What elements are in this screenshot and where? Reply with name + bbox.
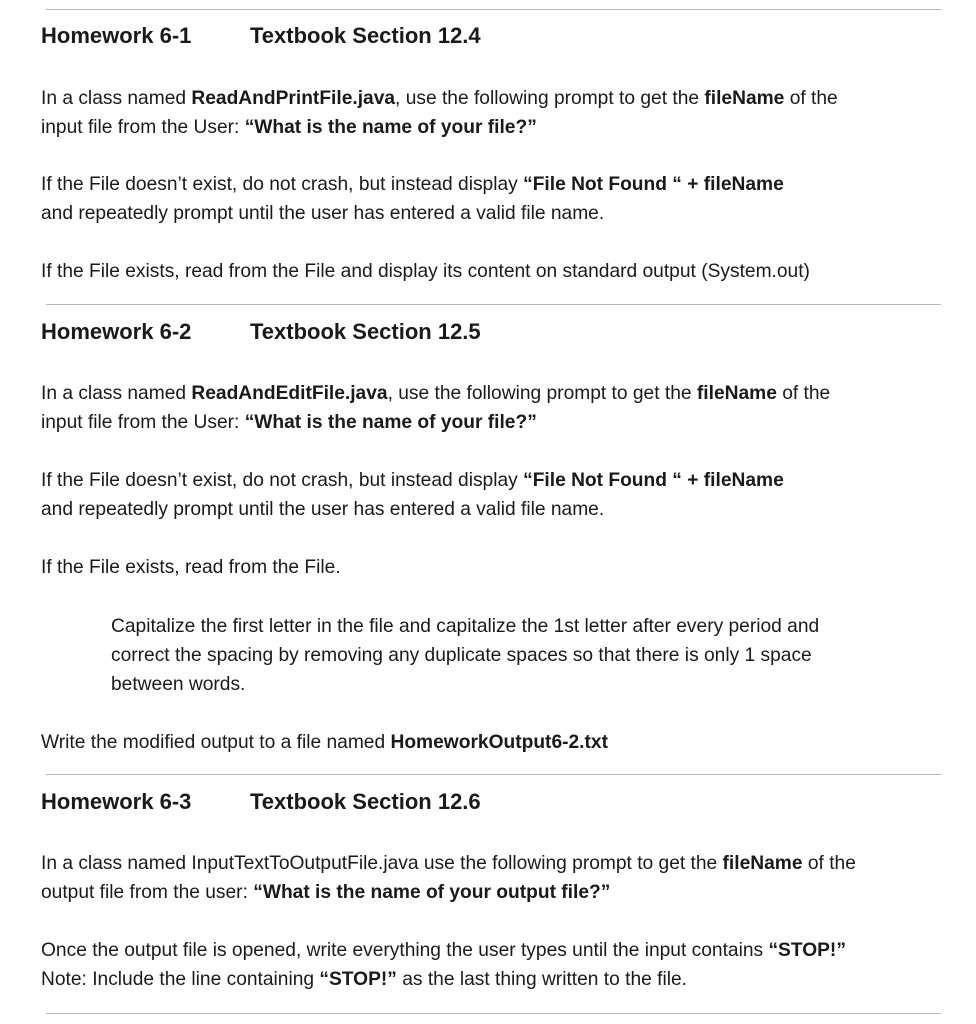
paragraph-line bbox=[41, 466, 784, 495]
homework-number: Homework 6-1 bbox=[41, 23, 192, 48]
text: Once the output file is opened, write everything the user types until the input contains bbox=[41, 940, 769, 961]
text: Write the modified output to a file named bbox=[41, 732, 391, 753]
paragraph-line bbox=[41, 113, 537, 142]
indented-line bbox=[111, 670, 245, 699]
divider bbox=[46, 9, 941, 10]
text: In a class named bbox=[41, 88, 192, 109]
divider bbox=[46, 774, 941, 775]
prompt-text: “What is the name of your output file?” bbox=[253, 882, 611, 903]
paragraph-line bbox=[41, 257, 810, 286]
filename-term: fileName bbox=[696, 383, 777, 404]
paragraph-line bbox=[41, 553, 341, 582]
textbook-section: Textbook Section 12.5 bbox=[250, 319, 481, 344]
stop-keyword: “STOP!” bbox=[768, 940, 846, 961]
text: and repeatedly prompt until the user has entered a valid file name. bbox=[41, 203, 605, 224]
class-name: ReadAndPrintFile.java bbox=[191, 88, 396, 109]
indented-line bbox=[111, 641, 812, 670]
paragraph-line bbox=[41, 379, 830, 408]
text: If the File doesn’t exist, do not crash, but instead display bbox=[41, 470, 524, 491]
text: correct the spacing by removing any duplicate spaces so that there is only 1 space bbox=[111, 645, 812, 666]
text: as the last thing written to the file. bbox=[396, 969, 687, 990]
textbook-section: Textbook Section 12.6 bbox=[250, 789, 481, 814]
text: In a class named InputTextToOutputFile.java use the following prompt to get the bbox=[41, 853, 723, 874]
text: If the File exists, read from the File. bbox=[41, 557, 341, 578]
text: output file from the user: bbox=[41, 882, 254, 903]
text: input file from the User: bbox=[41, 412, 245, 433]
indented-line bbox=[111, 612, 819, 641]
text: Capitalize the first letter in the file and capitalize the 1st letter after every period and bbox=[111, 616, 820, 637]
divider bbox=[46, 1013, 941, 1014]
section-heading-hw6-2 bbox=[41, 318, 481, 346]
prompt-text: “What is the name of your file?” bbox=[244, 412, 537, 433]
stop-keyword: “STOP!” bbox=[319, 969, 397, 990]
text: Note: Include the line containing bbox=[41, 969, 320, 990]
paragraph-line bbox=[41, 84, 838, 113]
paragraph-line bbox=[41, 849, 856, 878]
paragraph-line bbox=[41, 965, 687, 994]
paragraph-line bbox=[41, 878, 610, 907]
paragraph-line bbox=[41, 728, 608, 757]
error-message: “File Not Found “ + fileName bbox=[523, 174, 784, 195]
paragraph-line bbox=[41, 495, 604, 524]
textbook-section: Textbook Section 12.4 bbox=[250, 23, 481, 48]
class-name: ReadAndEditFile.java bbox=[191, 383, 388, 404]
text: of the bbox=[802, 853, 856, 874]
text: , use the following prompt to get the bbox=[387, 383, 697, 404]
divider bbox=[46, 304, 941, 305]
paragraph-line bbox=[41, 408, 537, 437]
output-file-name: HomeworkOutput6-2.txt bbox=[390, 732, 608, 753]
text: and repeatedly prompt until the user has entered a valid file name. bbox=[41, 499, 605, 520]
prompt-text: “What is the name of your file?” bbox=[244, 117, 537, 138]
text: , use the following prompt to get the bbox=[395, 88, 705, 109]
section-heading-hw6-1 bbox=[41, 22, 481, 50]
text: between words. bbox=[111, 674, 246, 695]
section-heading-hw6-3 bbox=[41, 788, 481, 816]
paragraph-line bbox=[41, 199, 604, 228]
homework-number: Homework 6-2 bbox=[41, 319, 192, 344]
text: of the bbox=[784, 88, 838, 109]
text: If the File exists, read from the File and display its content on standard output (System.out) bbox=[41, 261, 810, 282]
error-message: “File Not Found “ + fileName bbox=[523, 470, 784, 491]
homework-number: Homework 6-3 bbox=[41, 789, 192, 814]
text: of the bbox=[776, 383, 831, 404]
paragraph-line bbox=[41, 936, 846, 965]
text: If the File doesn’t exist, do not crash, but instead display bbox=[41, 174, 524, 195]
text: In a class named bbox=[41, 383, 192, 404]
text: input file from the User: bbox=[41, 117, 245, 138]
paragraph-line bbox=[41, 170, 784, 199]
filename-term: fileName bbox=[722, 853, 803, 874]
filename-term: fileName bbox=[704, 88, 785, 109]
